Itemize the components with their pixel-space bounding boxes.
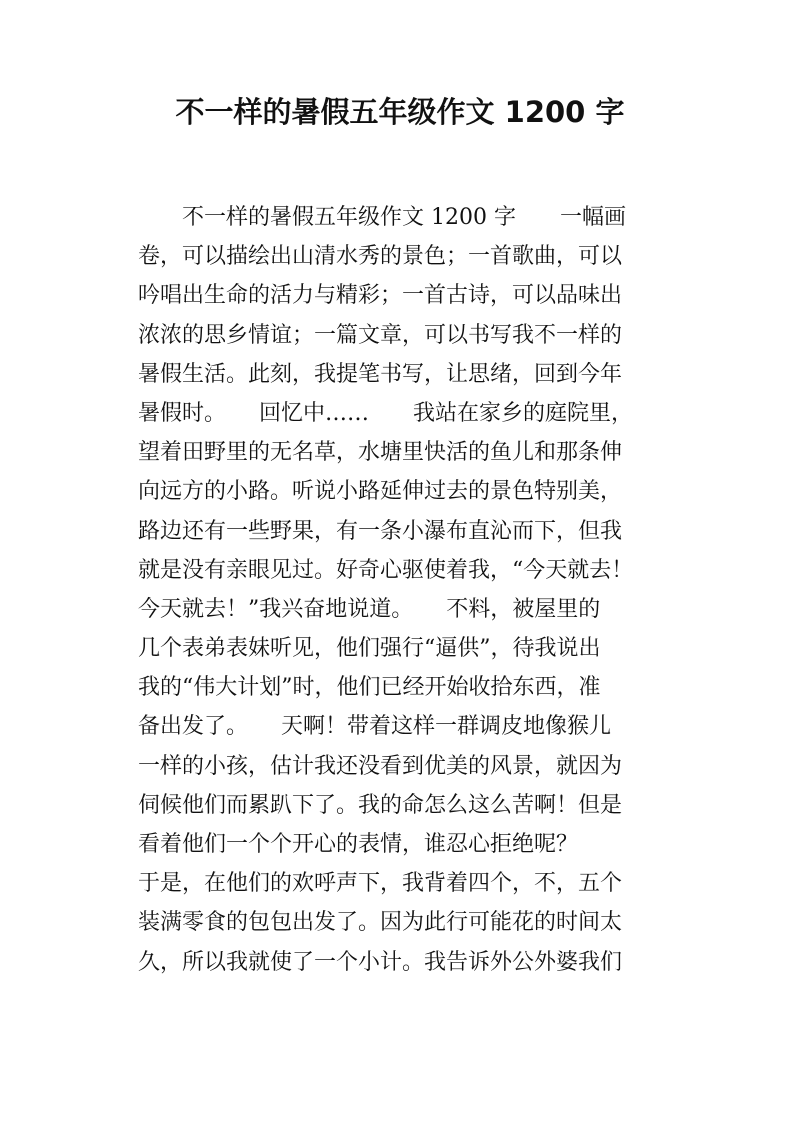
text-line: 今天就去！”我兴奋地说道。 不料，被屋里的	[138, 596, 601, 622]
text-line: 路边还有一些野果，有一条小瀑布直沁而下，但我	[138, 518, 623, 544]
text-line: 望着田野里的无名草，水塘里快活的鱼儿和那条伸	[138, 440, 623, 466]
text-line: 就是没有亲眼见过。好奇心驱使着我，“今天就去！	[138, 557, 634, 583]
document-title: 不一样的暑假五年级作文 1200 字	[175, 95, 625, 129]
text-line: 备出发了。 天啊！带着这样一群调皮地像猴儿	[138, 714, 612, 740]
text-line: 看着他们一个个开心的表情，谁忍心拒绝呢？	[138, 832, 579, 857]
text-line: 装满零食的包包出发了。因为此行可能花的时间太	[138, 910, 623, 936]
text-line: 卷，可以描绘出山清水秀的景色；一首歌曲，可以	[138, 244, 623, 270]
text-line: 一样的小孩，估计我还没看到优美的风景，就因为	[138, 753, 623, 779]
text-line: 吟唱出生命的活力与精彩；一首古诗，可以品味出	[138, 283, 623, 309]
text-line: 向远方的小路。听说小路延伸过去的景色特别美，	[138, 479, 623, 505]
text-line: 我的“伟大计划”时，他们已经开始收拾东西，准	[138, 675, 601, 701]
text-line: 浓浓的思乡情谊；一篇文章，可以书写我不一样的	[138, 322, 623, 348]
document-body	[138, 198, 678, 982]
text-line: 于是，在他们的欢呼声下，我背着四个，不，五个	[138, 871, 623, 897]
text-line: 几个表弟表妹听见，他们强行“逼供”，待我说出	[138, 636, 601, 662]
text-line: 暑假生活。此刻，我提笔书写，让思绪，回到今年	[138, 361, 623, 387]
text-line: 暑假时。 回忆中…… 我站在家乡的庭院里，	[138, 400, 634, 426]
text-line: 不一样的暑假五年级作文 1200 字 一幅画	[182, 205, 626, 230]
text-line: 伺候他们而累趴下了。我的命怎么这么苦啊！但是	[138, 792, 623, 818]
text-line: 久，所以我就使了一个小计。我告诉外公外婆我们	[138, 949, 623, 975]
